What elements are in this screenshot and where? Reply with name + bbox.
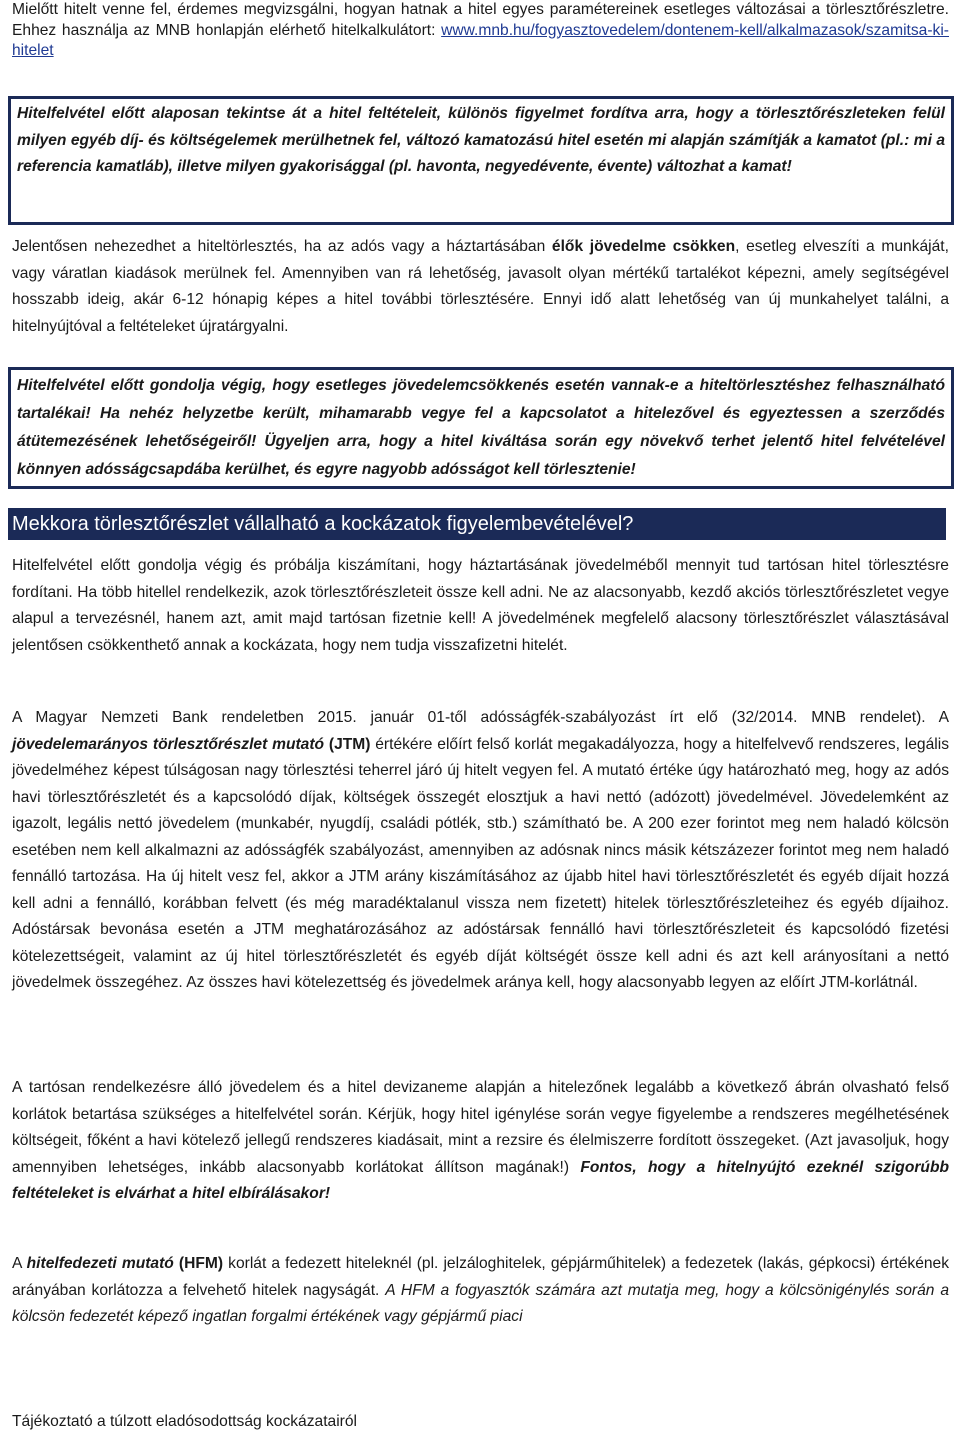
paragraph-jtm [12, 705, 949, 997]
warning-box-reserves-text: Hitelfelvétel előtt gondolja végig, hogy esetleges jövedelemcsökkenés esetén vannak-e a hiteltörlesztéshez felhasználható tartalékai! Ha nehéz helyzetbe került, mihamarabb vegye fel a kapcsolatot a hitelezővel és egyeztessen a szerződés átütemezésének lehetőségeiről! Ügyeljen arra, hogy a hitel kiváltása során egy növekvő terhet jelentő hitel felvételével könnyen adósságcsapdába kerülhet, és egyre nagyobb adósságot kell törlesztenie! [17, 377, 945, 478]
intro-paragraph [12, 0, 949, 62]
hfm-term: hitelfedezeti mutató [26, 1255, 174, 1272]
paragraph-jtm-text-2: értékére előírt felső korlát megakadályozza, hogy a hitelfelvevő rendszeres, legális jövedelméhez képest túlságosan nagy törlesztési teherrel járó új hitelt vegyen fel. A mutató értéke úgy határozható meg, hogy az adós havi törlesztőrészletét és a kapcsolódó díjak, költségek összegét elosztjuk a havi nettó (adózott) jövedelmével. Jövedelemként az igazolt, legális nettó jövedelem (munkabér, nyugdíj, családi pótlék, stb.) számítható be. A 200 ezer forintot meg nem haladó kölcsön esetében nem kell alkalmazni az adósságfék szabályozást, amennyiben az adósnak nincs másik kétszázezer forintot meg nem haladó fennálló tartozása. Ha új hitelt vesz fel, akkor a JTM arány kiszámításához az újabb hitel havi törlesztőrészletét és egyéb díjait hozzá kell adni a fennálló, korábban felvett (és még maradéktalanul vissza nem fizetett) hitelek törlesztőrészleteihez és egyéb díjaihoz. Adóstársak bevonása esetén a JTM meghatározásához az adóstársak fennálló havi törlesztőrészleteit és kapcsolódó fizetési kötelezettségeit, valamint az új hitel törlesztőrészletét és egyéb díját költségét össze kell adni és azt kell arányosítani a nettó jövedelmek összegéhez. Az összes havi kötelezettség és jövedelmek aránya kell, hogy alacsonyabb legyen az előírt JTM-korlátnál. [12, 735, 950, 991]
paragraph-affordability: Hitelfelvétel előtt gondolja végig és próbálja kiszámítani, hogy háztartásának jövedelméből mennyit tud tartósan hitel törlesztésre fordítani. Ha több hitellel rendelkezik, azok törlesztőrészleteit össze kell adni. Ne az alacsonyabb, kezdő akciós törlesztőrészletet vegye alapul a tervezésnél, hanem azt, amit majd tartósan fizetnie kell! A jövedelmének megfelelő alacsony törlesztőrészlet választásával jelentősen csökkenthető annak a kockázata, hogy nem tudja visszafizetni hitelét. [12, 557, 949, 654]
jtm-abbrev: (JTM) [324, 735, 371, 753]
paragraph-income-drop-text-2: , esetleg elveszíti a munkáját, vagy váratlan kiadások merülnek fel. Amennyiben van rá lehetőség, javasolt olyan mértékű tartalékot képezni, amely segítségével hosszabb ideig, akár 6-12 hónapig képes a hitel további törlesztésére. Ennyi idő alatt lehetőség van új munkahelyet találni, a hitelnyújtóval a feltételeket újratárgyalni. [12, 238, 949, 335]
warning-box-reserves [8, 367, 954, 489]
paragraph-hfm-text-2: korlát a fedezett hiteleknél (pl. jelzáloghitelek, gépjárműhitelek) a fedezetek (lakás, gépkocsi) értékének arányában korlátozza a felvehető hitelek nagyságát. [12, 1255, 950, 1299]
intro-text: Mielőtt hitelt venne fel, érdemes megvizsgálni, hogyan hatnak a hitel egyes paramétereinek esetleges változásai a törlesztőrészletre. Ehhez használja az MNB honlapján elérhető hitelkalkulátort: [12, 1, 949, 39]
paragraph-income-drop-bold: élők jövedelme csökken [551, 238, 736, 255]
paragraph-hfm-italic: A HFM a fogyasztók számára azt mutatja meg, hogy a kölcsönigénylés során a kölcsön fedezetét képező ingatlan forgalmi értékének vagy gépjármű piaci [12, 1281, 949, 1325]
paragraph-hfm-text-1: A [12, 1255, 27, 1272]
paragraph-hfm [12, 1251, 949, 1331]
paragraph-limits-emphasis: Fontos, hogy a hitelnyújtó ezeknél szigorúbb feltételeket is elvárhat a hitel elbírálásakor! [12, 1158, 949, 1202]
jtm-term: jövedelemarányos törlesztőrészlet mutató [12, 735, 325, 753]
section-heading: Mekkora törlesztőrészlet vállalható a kockázatok figyelembevételével? [8, 508, 946, 540]
mnb-calculator-link[interactable]: www.mnb.hu/fogyasztovedelem/dontenem-kell/alkalmazasok/szamitsa-ki-hitelet [12, 21, 949, 59]
paragraph-income-drop [12, 234, 949, 340]
paragraph-limits [12, 1075, 949, 1208]
warning-box-conditions [8, 96, 954, 225]
warning-box-conditions-text: Hitelfelvétel előtt alaposan tekintse át a hitel feltételeit, különös figyelmet fordítva arra, hogy a törlesztőrészleteken felül milyen egyéb díj- és költségelemek merülhetnek fel, változó kamatozású hitel esetén mi alapján számítják a kamatot (pl.: mi a referencia kamatláb), illetve milyen gyakorisággal (pl. havonta, negyedévente, évente) változhat a kamat! [17, 105, 945, 175]
paragraph-limits-text: A tartósan rendelkezésre álló jövedelem és a hitel devizaneme alapján a hitelezőnek legalább a következő ábrán olvasható felső korlátok betartása szükséges a hitelfelvétel során. Kérjük, hogy hitel igénylése során vegye figyelembe a rendszeres megélhetésének költségeit, főként a havi kötelező jellegű rendszeres kiadásait, mint a rezsire és élelmiszerre fordított összegeket. (Azt javasoljuk, hogy amennyiben lehetséges, inkább alacsonyabb korlátokat állítson magának!) [12, 1079, 949, 1176]
paragraph-income-drop-text-1: Jelentősen nehezedhet a hiteltörlesztés, ha az adós vagy a háztartásában [12, 238, 552, 255]
hfm-abbrev: (HFM) [173, 1255, 224, 1272]
paragraph-jtm-text-1: A Magyar Nemzeti Bank rendeletben 2015. január 01-től adósságfék-szabályozást írt elő (32/2014. MNB rendelet). A [12, 709, 949, 726]
page-footer: Tájékoztató a túlzott eladósodottság kockázatairól [12, 1413, 357, 1430]
